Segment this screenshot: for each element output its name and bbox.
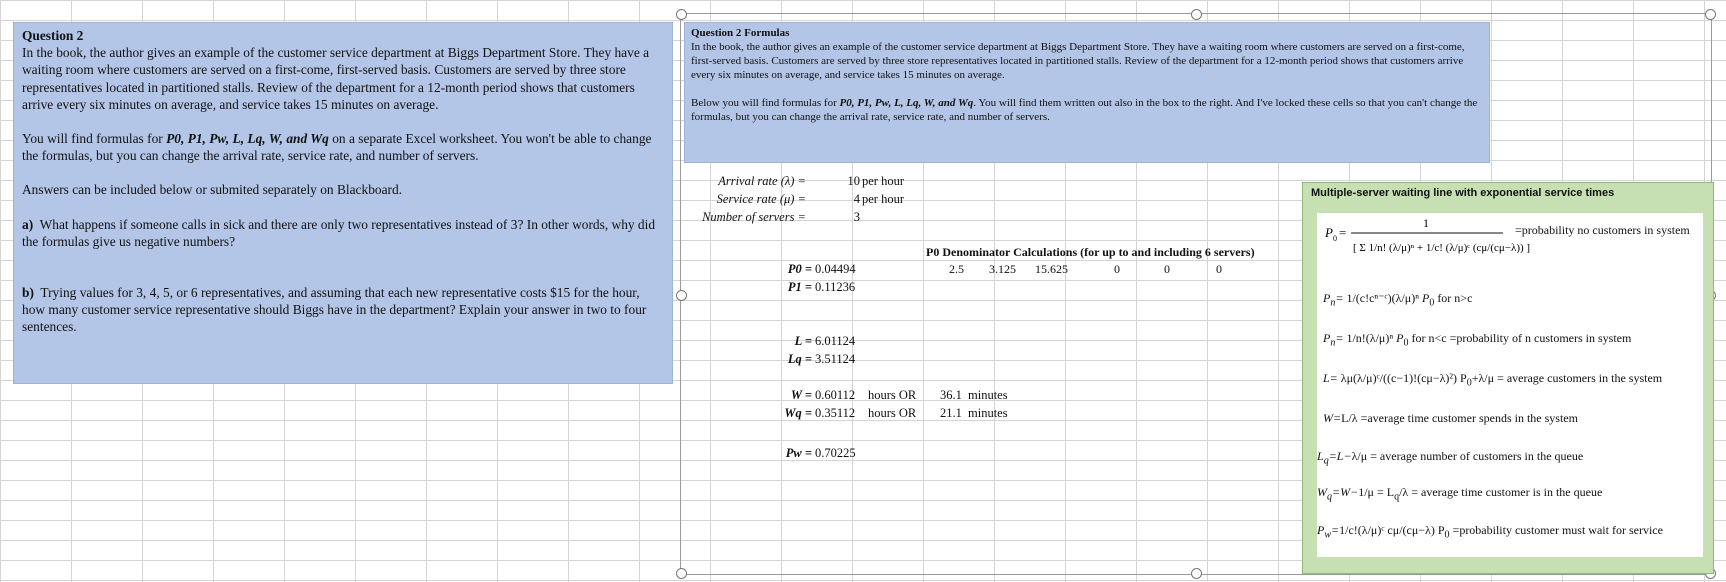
wq-minutes-unit: minutes xyxy=(968,406,1008,420)
lq-label: Lq = xyxy=(787,352,812,366)
wq-value[interactable]: 0.35112 xyxy=(815,406,856,420)
lq-value[interactable]: 3.51124 xyxy=(815,352,856,366)
pw-value[interactable]: 0.70225 xyxy=(815,446,856,460)
svg-text:P: P xyxy=(1325,225,1333,240)
w-label: W = xyxy=(790,388,812,402)
p1-label: P1 = xyxy=(787,280,812,294)
formula-p0 xyxy=(1323,215,1713,263)
w-minutes-unit: minutes xyxy=(968,388,1008,402)
question-intro: In the book, the author gives an example of the customer service department at Biggs Department Store. They have a waiting room where customers are served on a first-come, first-served basis. Customers are served by three store representatives located in partitioned stalls. Review of the department for a 12-month period shows that customers arrive every six minutes on average, and service takes 15 minutes on average. xyxy=(22,45,650,112)
formula-w: W=L/λ =average time customer spends in the system xyxy=(1323,411,1578,425)
w-unit: hours OR xyxy=(868,388,917,402)
p0-calc-cell[interactable]: 0 xyxy=(1114,262,1120,276)
p0-calc-cell[interactable]: 3.125 xyxy=(989,262,1016,276)
pw-label: Pw = xyxy=(785,446,812,460)
p0-label: P0 = xyxy=(787,262,812,276)
formula-p0-desc: =probability no customers in system xyxy=(1515,223,1690,237)
service-rate-cell[interactable]: 4 xyxy=(853,192,860,206)
resize-handle-bottom-left[interactable] xyxy=(676,568,687,579)
resize-handle-top-right[interactable] xyxy=(1705,9,1716,20)
p0-calc-cell[interactable]: 15.625 xyxy=(1035,262,1068,276)
question-box[interactable] xyxy=(13,22,673,384)
p0-calc-cell[interactable]: 0 xyxy=(1164,262,1170,276)
formula-l: L= λμ(λ/μ)ᶜ/((c−1)!(cμ−λ)²) $P_0+\lambda/\mu$ = average customers in the system xyxy=(1323,371,1663,389)
arrival-rate-label: Arrival rate (λ) = xyxy=(718,174,806,188)
p1-value[interactable]: 0.11236 xyxy=(815,280,856,294)
formula-wq-desc: = average time customer is in the queue xyxy=(1411,485,1603,499)
arrival-rate-unit: per hour xyxy=(862,174,904,188)
l-label: L = xyxy=(794,334,812,348)
service-rate-label: Service rate (μ) = xyxy=(716,192,806,206)
w-minutes[interactable]: 36.1 xyxy=(940,388,962,402)
p0-calc-cell[interactable]: 0 xyxy=(1216,262,1222,276)
formula-lq: $L_q=L-\lambda/\mu$ = average number of customers in the queue xyxy=(1317,449,1584,467)
formula-wq: $W_q=W-1/\mu = L_q/\lambda$ = average time customer is in the queue xyxy=(1317,485,1603,503)
formula-l-desc: = average customers in the system xyxy=(1497,371,1663,385)
w-value[interactable]: 0.60112 xyxy=(815,388,856,402)
answers-note: Answers can be included below or submited separately on Blackboard. xyxy=(22,182,403,198)
formula-pn-gt-c-desc: for n>c xyxy=(1437,291,1473,305)
svg-text:1: 1 xyxy=(1423,216,1429,230)
svg-text:0: 0 xyxy=(1333,234,1337,243)
question-title: Question 2 xyxy=(22,28,84,43)
p0-calc-title: P0 Denominator Calculations (for up to and including 6 servers) xyxy=(926,245,1255,259)
formula-pn-lt-c-desc: for n<c =probability of n customers in system xyxy=(1411,331,1632,345)
formulas-title: Question 2 Formulas xyxy=(691,27,790,39)
formula-pn-gt-c: $P_n=$ 1/(c!cⁿ⁻ᶜ)(λ/μ)ⁿ $P_0$ for n>c xyxy=(1323,291,1473,309)
formula-lq-desc: = average number of customers in the queue xyxy=(1370,449,1584,463)
servers-label: Number of servers = xyxy=(702,210,806,224)
l-value[interactable]: 6.01124 xyxy=(815,334,856,348)
svg-text:=: = xyxy=(1339,225,1347,240)
resize-handle-top[interactable] xyxy=(1191,9,1202,20)
p0-calc-cell[interactable]: 2.5 xyxy=(949,262,964,276)
resize-handle-top-left[interactable] xyxy=(676,9,687,20)
part-b: b) Trying values for 3, 4, 5, or 6 representatives, and assuming that each new representative costs $15 for the hour, how many customer service representative should Biggs have in the department? Explain your answer in two to four sentences. xyxy=(22,285,647,335)
formula-reference-panel[interactable] xyxy=(1302,182,1714,574)
question-formulas-note: You will find formulas for P0, P1, Pw, L, Lq, W, and Wq on a separate Excel worksheet. You won't be able to change the formulas, but you can change the arrival rate, service rate, and number of servers. xyxy=(22,131,652,164)
servers-cell[interactable]: 3 xyxy=(853,210,860,224)
wq-label: Wq = xyxy=(784,406,812,420)
formulas-intro: In the book, the author gives an example of the customer service department at Biggs Department Store. They have a waiting room where customers are served on a first-come, first-served basis. Customers are served by three store representatives located in partitioned stalls. Review of the department for a 12-month period shows that customers arrive every six minutes on average, and service takes 15 minutes on average. xyxy=(691,41,1465,81)
formulas-below-note: Below you will find formulas for P0, P1, Pw, L, Lq, W, and Wq. You will find them written out also in the box to the right. And I've locked these cells so that you can't change the formulas, but you can change the arrival rate, service rate, and number of servers. xyxy=(691,97,1478,123)
formula-w-desc: =average time customer spends in the system xyxy=(1360,411,1578,425)
arrival-rate-cell[interactable]: 10 xyxy=(847,174,860,188)
resize-handle-bottom[interactable] xyxy=(1191,568,1202,579)
formula-pw-desc: =probability customer must wait for service xyxy=(1452,523,1663,537)
formulas-intro-box[interactable] xyxy=(684,22,1490,163)
formula-reference-title: Multiple-server waiting line with exponential service times xyxy=(1311,187,1615,199)
service-rate-unit: per hour xyxy=(862,192,904,206)
formula-pn-lt-c: $P_n= 1/n!(\lambda/\mu)^n$ $P_0$ for n<c =probability of n customers in system xyxy=(1323,331,1632,349)
wq-minutes[interactable]: 21.1 xyxy=(940,406,962,420)
part-a: a) What happens if someone calls in sick and there are only two representatives instead of 3? In other words, why did the formulas give us negative numbers? xyxy=(22,216,656,249)
wq-unit: hours OR xyxy=(868,406,917,420)
svg-text:[ Σ 1/n! (λ/μ)ⁿ + 1/c! (λ/μ)ᶜ: [ Σ 1/n! (λ/μ)ⁿ + 1/c! (λ/μ)ᶜ (cμ/(cμ−λ)) ] xyxy=(1353,242,1531,254)
formula-pw: $P_w=1/c!(\lambda/\mu)ᶜ$ cμ/(cμ−λ) $P_0$ =probability customer must wait for service xyxy=(1317,523,1663,541)
p0-value[interactable]: 0.04494 xyxy=(815,262,856,276)
